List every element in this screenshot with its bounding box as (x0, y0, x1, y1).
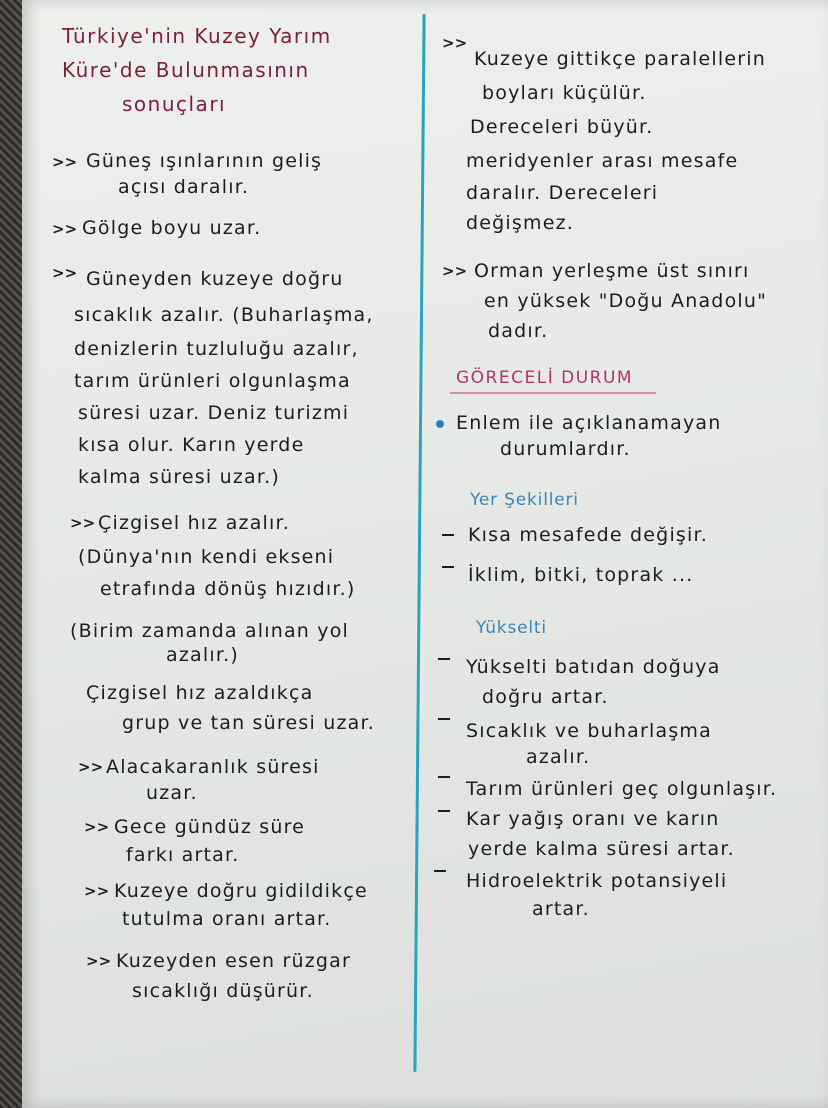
dash-bullet-icon (442, 534, 454, 536)
note-line: en yüksek "Doğu Anadolu" (484, 290, 768, 312)
note-line: (Birim zamanda alınan yol (70, 620, 350, 642)
note-line: artar. (532, 898, 590, 920)
arrow-bullet-icon: >> (70, 514, 96, 532)
note-line: Orman yerleşme üst sınırı (474, 260, 750, 282)
note-line: sıcaklık azalır. (Buharlaşma, (74, 304, 374, 326)
note-line: denizlerin tuzluluğu azalır, (74, 338, 359, 360)
column-divider (413, 14, 425, 1072)
note-line: İklim, bitki, toprak ... (468, 564, 694, 586)
note-line: azalır.) (166, 644, 239, 666)
note-line: doğru artar. (482, 686, 609, 708)
elevation-subheading: Yükselti (476, 618, 547, 638)
note-line: meridyenler arası mesafe (466, 150, 739, 172)
note-line: değişmez. (466, 212, 574, 234)
dash-bullet-icon (438, 776, 450, 778)
dash-bullet-icon (438, 718, 450, 720)
note-line: Kuzeye gittikçe paralellerin (474, 48, 766, 70)
arrow-bullet-icon: >> (442, 262, 468, 280)
note-line: tutulma oranı artar. (122, 908, 332, 930)
note-line: dadır. (488, 320, 549, 342)
note-line: Kısa mesafede değişir. (468, 524, 709, 546)
arrow-bullet-icon: >> (442, 34, 468, 52)
dash-bullet-icon (438, 658, 450, 660)
note-line: farkı artar. (126, 844, 240, 866)
dash-bullet-icon (434, 870, 446, 872)
note-line: Tarım ürünleri geç olgunlaşır. (466, 778, 778, 800)
note-line: etrafında dönüş hızıdır.) (100, 578, 356, 600)
heading-underline (450, 392, 656, 394)
note-line: Kuzeyden esen rüzgar (116, 950, 351, 972)
arrow-bullet-icon: >> (86, 952, 112, 970)
landforms-subheading: Yer Şekilleri (470, 490, 579, 510)
arrow-bullet-icon: >> (52, 153, 78, 171)
relative-heading: GÖRECELİ DURUM (456, 368, 634, 388)
note-line: Yükselti batıdan doğuya (466, 656, 721, 678)
note-line: daralır. Dereceleri (466, 182, 659, 204)
note-line: uzar. (146, 782, 198, 804)
arrow-bullet-icon: >> (84, 818, 110, 836)
note-line: Alacakaranlık süresi (106, 756, 320, 778)
note-line: boyları küçülür. (482, 82, 647, 104)
notebook-page (22, 0, 828, 1108)
note-line: açısı daralır. (118, 176, 250, 198)
note-line: yerde kalma süresi artar. (468, 838, 735, 860)
dash-bullet-icon (442, 566, 454, 568)
notebook-edge (0, 0, 22, 1108)
dash-bullet-icon (438, 810, 450, 812)
note-line: azalır. (526, 746, 591, 768)
note-line: Gece gündüz süre (114, 816, 306, 838)
title-line: Türkiye'nin Kuzey Yarım (62, 24, 332, 48)
note-line: Kuzeye doğru gidildikçe (114, 880, 368, 902)
note-line: kısa olur. Karın yerde (78, 434, 305, 456)
note-line: Çizgisel hız azalır. (98, 512, 291, 534)
dot-bullet-icon (436, 420, 444, 428)
arrow-bullet-icon: >> (84, 882, 110, 900)
arrow-bullet-icon: >> (52, 264, 78, 282)
note-line: sıcaklığı düşürür. (132, 980, 314, 1002)
note-line: Dereceleri büyür. (470, 116, 654, 138)
note-line: Gölge boyu uzar. (82, 217, 262, 239)
note-line: Güneş ışınlarının geliş (86, 150, 323, 172)
note-line: Kar yağış oranı ve karın (466, 808, 720, 830)
arrow-bullet-icon: >> (52, 220, 78, 238)
note-line: Hidroelektrik potansiyeli (466, 870, 728, 892)
note-line: Sıcaklık ve buharlaşma (466, 720, 712, 742)
note-line: tarım ürünleri olgunlaşma (74, 370, 351, 392)
note-line: Güneyden kuzeye doğru (86, 268, 344, 290)
note-line: Çizgisel hız azaldıkça (86, 682, 314, 704)
note-line: durumlardır. (500, 438, 631, 460)
note-line: grup ve tan süresi uzar. (122, 712, 375, 734)
title-line: sonuçları (122, 92, 227, 116)
note-line: süresi uzar. Deniz turizmi (78, 402, 350, 424)
note-line: kalma süresi uzar.) (78, 466, 281, 488)
title-line: Küre'de Bulunmasının (62, 58, 310, 82)
note-line: Enlem ile açıklanamayan (456, 412, 722, 434)
arrow-bullet-icon: >> (78, 758, 104, 776)
note-line: (Dünya'nın kendi ekseni (78, 546, 335, 568)
